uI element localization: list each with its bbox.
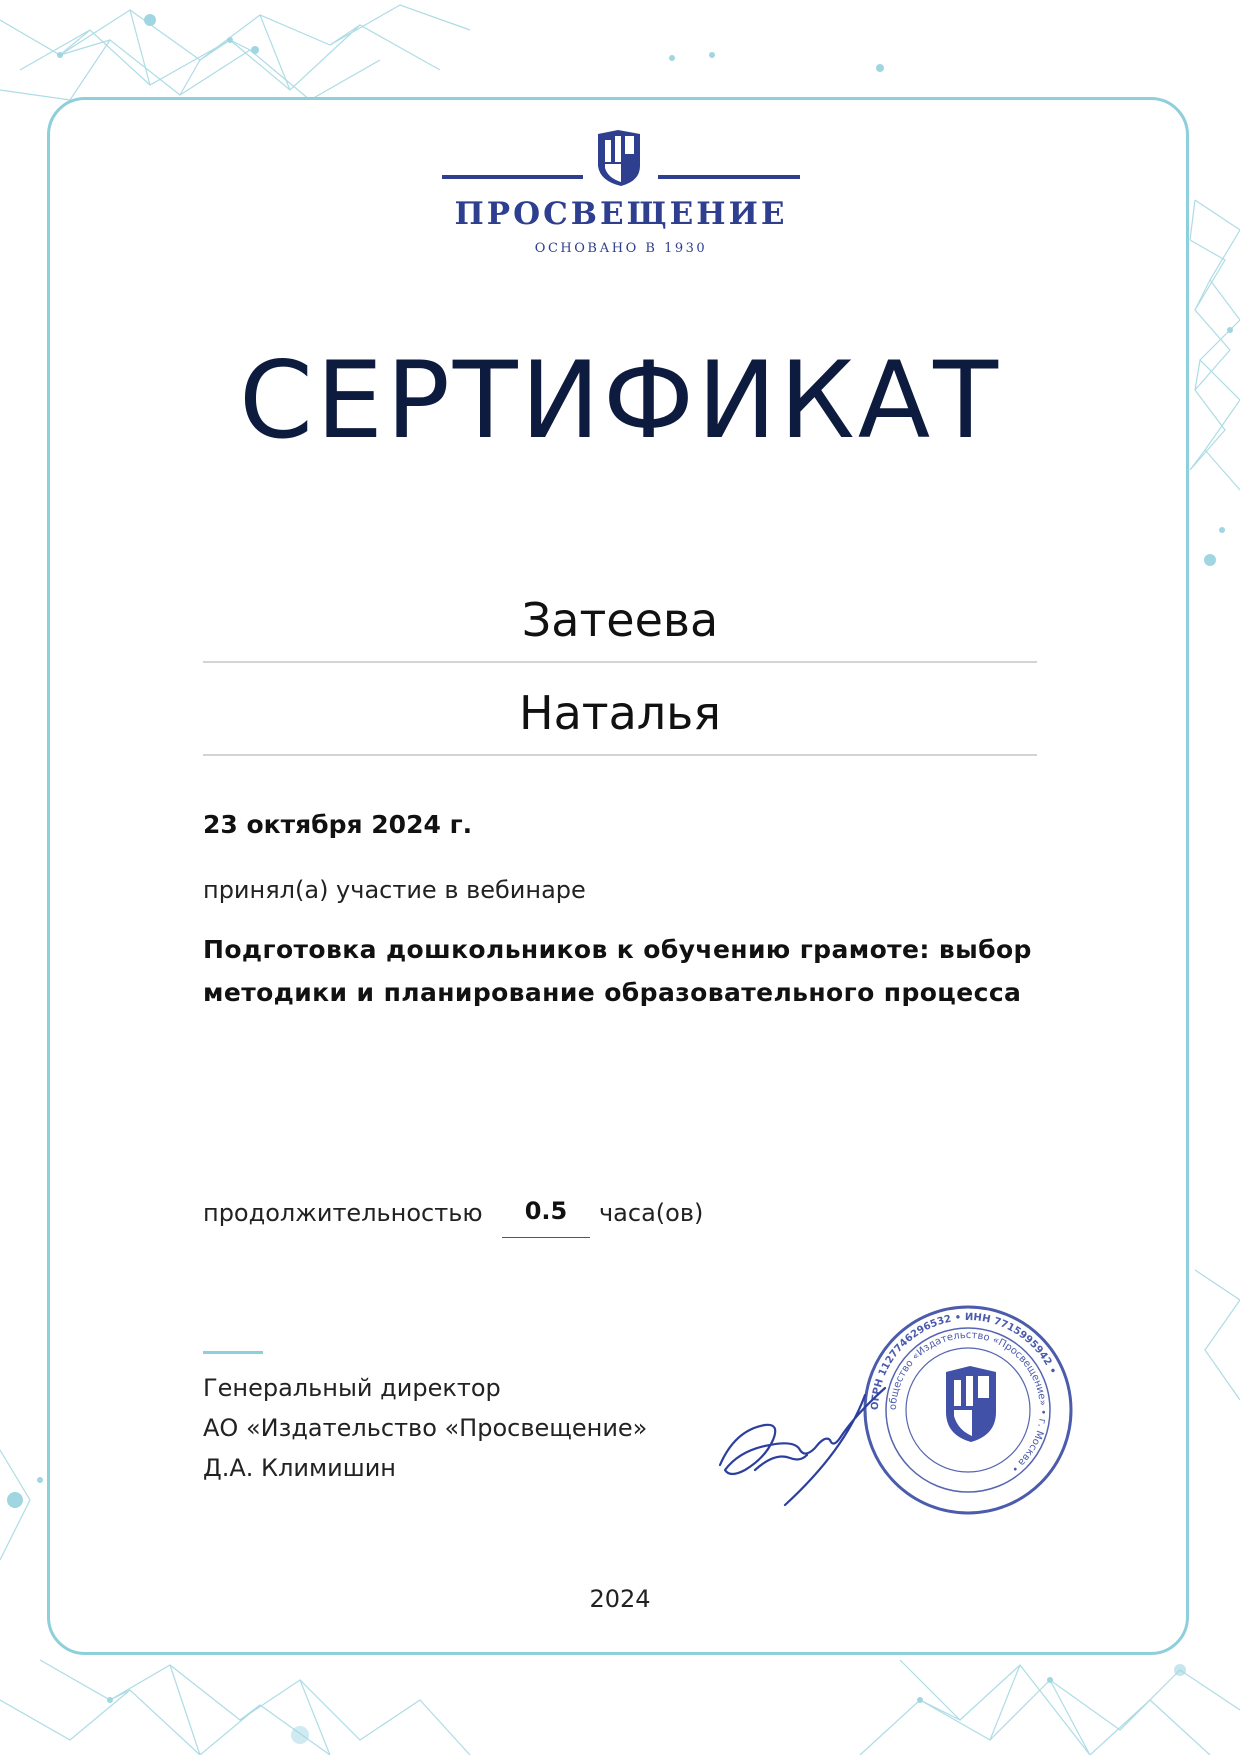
svg-text:общество «Издательство «Просве: общество «Издательство «Просвещение» • г. Москва • bbox=[887, 1329, 1049, 1475]
recipient-surname: Затеева bbox=[521, 593, 719, 647]
duration-value: 0.5 bbox=[524, 1197, 568, 1225]
signatory-organization: АО «Издательство «Просвещение» bbox=[203, 1414, 648, 1442]
event-date: 23 октября 2024 г. bbox=[203, 810, 473, 839]
publisher-logo bbox=[440, 126, 802, 266]
publisher-name: ПРОСВЕЩЕНИЕ bbox=[454, 196, 788, 232]
participation-text: принял(а) участие в вебинаре bbox=[203, 876, 586, 904]
first-name-underline bbox=[203, 754, 1037, 756]
publisher-tagline: ОСНОВАНО В 1930 bbox=[534, 241, 708, 256]
publisher-emblem-icon bbox=[440, 126, 802, 194]
duration-unit: часа(ов) bbox=[599, 1199, 704, 1227]
company-stamp bbox=[858, 1300, 1078, 1520]
duration-label: продолжительностью bbox=[203, 1199, 483, 1227]
surname-underline bbox=[203, 661, 1037, 663]
signatory-accent-bar bbox=[203, 1351, 263, 1354]
recipient-first-name: Наталья bbox=[519, 686, 721, 740]
svg-text:ОГРН 1127746296532 • ИНН 77159: ОГРН 1127746296532 • ИНН 7715995942 • bbox=[869, 1311, 1059, 1411]
webinar-title: Подготовка дошкольников к обучению грамоте: выбор методики и планирование образовательного процесса bbox=[203, 935, 1032, 1007]
signatory-position: Генеральный директор bbox=[203, 1374, 501, 1402]
stamp-emblem-icon bbox=[946, 1366, 996, 1442]
certificate-title: СЕРТИФИКАТ bbox=[238, 339, 1001, 462]
duration-underline bbox=[502, 1237, 590, 1238]
signatory-name: Д.А. Климишин bbox=[203, 1454, 396, 1482]
certificate-year: 2024 bbox=[589, 1585, 651, 1613]
